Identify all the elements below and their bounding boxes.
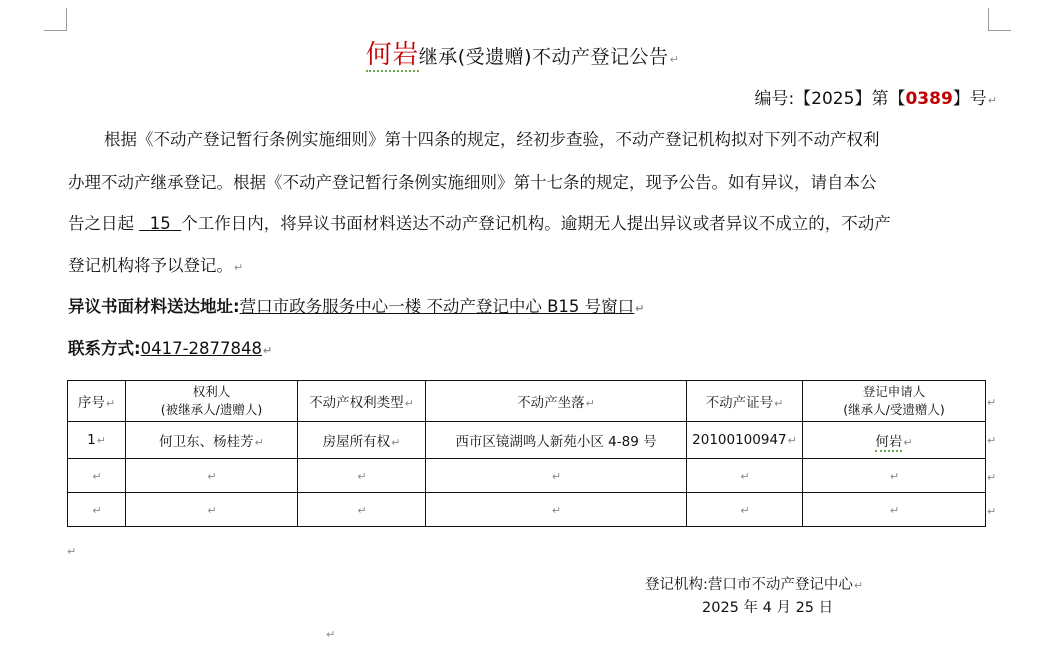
address-label: 异议书面材料送达地址:: [68, 297, 240, 316]
row-end-mark-icon: ↵: [987, 471, 997, 484]
title-name: 何岩: [365, 40, 419, 70]
cell-location: 西市区镜湖鸣人新苑小区 4-89 号: [426, 422, 687, 459]
body-line-1: 根据《不动产登记暂行条例实施细则》第十四条的规定，经初步查验，不动产登记机构拟对下列不动产权利: [104, 130, 880, 149]
cell-seq: 1↵: [68, 422, 126, 459]
body-line-4: [68, 252, 992, 276]
header-applicant: 登记申请人 (继承人/受遗赠人): [803, 381, 986, 422]
registration-table: [67, 380, 986, 527]
body-line-3a: 告之日起: [68, 214, 134, 233]
header-seq: 序号↵: [68, 381, 126, 422]
header-type: 不动产权利类型↵: [298, 381, 426, 422]
table-row-empty: ↵ ↵ ↵ ↵ ↵ ↵: [68, 493, 986, 527]
page-corner-mark-right: [988, 8, 1011, 31]
address-value: 营口市政务服务中心一楼 不动产登记中心 B15 号窗口: [239, 297, 635, 316]
docno-prefix: 编号:【2025】第【: [754, 89, 906, 109]
body-line-2: 办理不动产继承登记。根据《不动产登记暂行条例实施细则》第十七条的规定，现予公告。如有异议，请自本公: [68, 173, 877, 192]
objection-days: 15: [149, 214, 171, 233]
cell-type: 房屋所有权↵: [298, 422, 426, 459]
announcement-date: 2025 年 4 月 25 日: [702, 600, 834, 616]
document-number: [754, 84, 997, 109]
document-title: [0, 34, 1045, 71]
paragraph-mark-icon: ↵: [853, 579, 864, 592]
body-line-4-text: 登记机构将予以登记。: [68, 256, 233, 275]
body-line-3b: 个工作日内，将异议书面材料送达不动产登记机构。逾期无人提出异议或者异议不成立的，不动产: [181, 214, 891, 233]
paragraph-mark-icon: ↵: [635, 302, 645, 315]
page-corner-mark-left: [44, 8, 67, 31]
contact-label: 联系方式:: [68, 339, 141, 358]
row-end-mark-icon: ↵: [987, 396, 997, 409]
row-end-mark-icon: ↵: [987, 434, 997, 447]
contact-info: [68, 335, 272, 359]
title-text: 继承(受遗赠)不动产登记公告: [418, 46, 669, 68]
docno-suffix: 】号: [952, 89, 987, 109]
table-row-empty: ↵ ↵ ↵ ↵ ↵ ↵: [68, 459, 986, 493]
objection-address: [68, 293, 644, 317]
paragraph-mark-icon: ↵: [326, 628, 336, 641]
cell-cert: 20100100947↵: [687, 422, 803, 459]
header-cert: 不动产证号↵: [687, 381, 803, 422]
paragraph-mark-icon: ↵: [67, 545, 77, 558]
paragraph-mark-icon: ↵: [987, 94, 997, 107]
body-line-3: [68, 210, 992, 234]
cell-applicant: 何岩↵: [803, 422, 986, 459]
registration-org: [645, 573, 863, 594]
paragraph-mark-icon: ↵: [234, 261, 244, 274]
contact-value: 0417-2877848: [140, 339, 263, 358]
paragraph-mark-icon: ↵: [669, 53, 680, 66]
docno-number: 0389: [905, 89, 953, 109]
paragraph-mark-icon: ↵: [263, 344, 273, 357]
header-location: 不动产坐落↵: [426, 381, 687, 422]
org-text: 登记机构:营口市不动产登记中心: [645, 577, 853, 593]
table-row: [68, 422, 986, 459]
row-end-mark-icon: ↵: [987, 505, 997, 518]
cell-holder: 何卫东、杨桂芳↵: [126, 422, 298, 459]
header-holder: 权利人 (被继承人/遗赠人): [126, 381, 298, 422]
table-header-row: [68, 381, 986, 422]
